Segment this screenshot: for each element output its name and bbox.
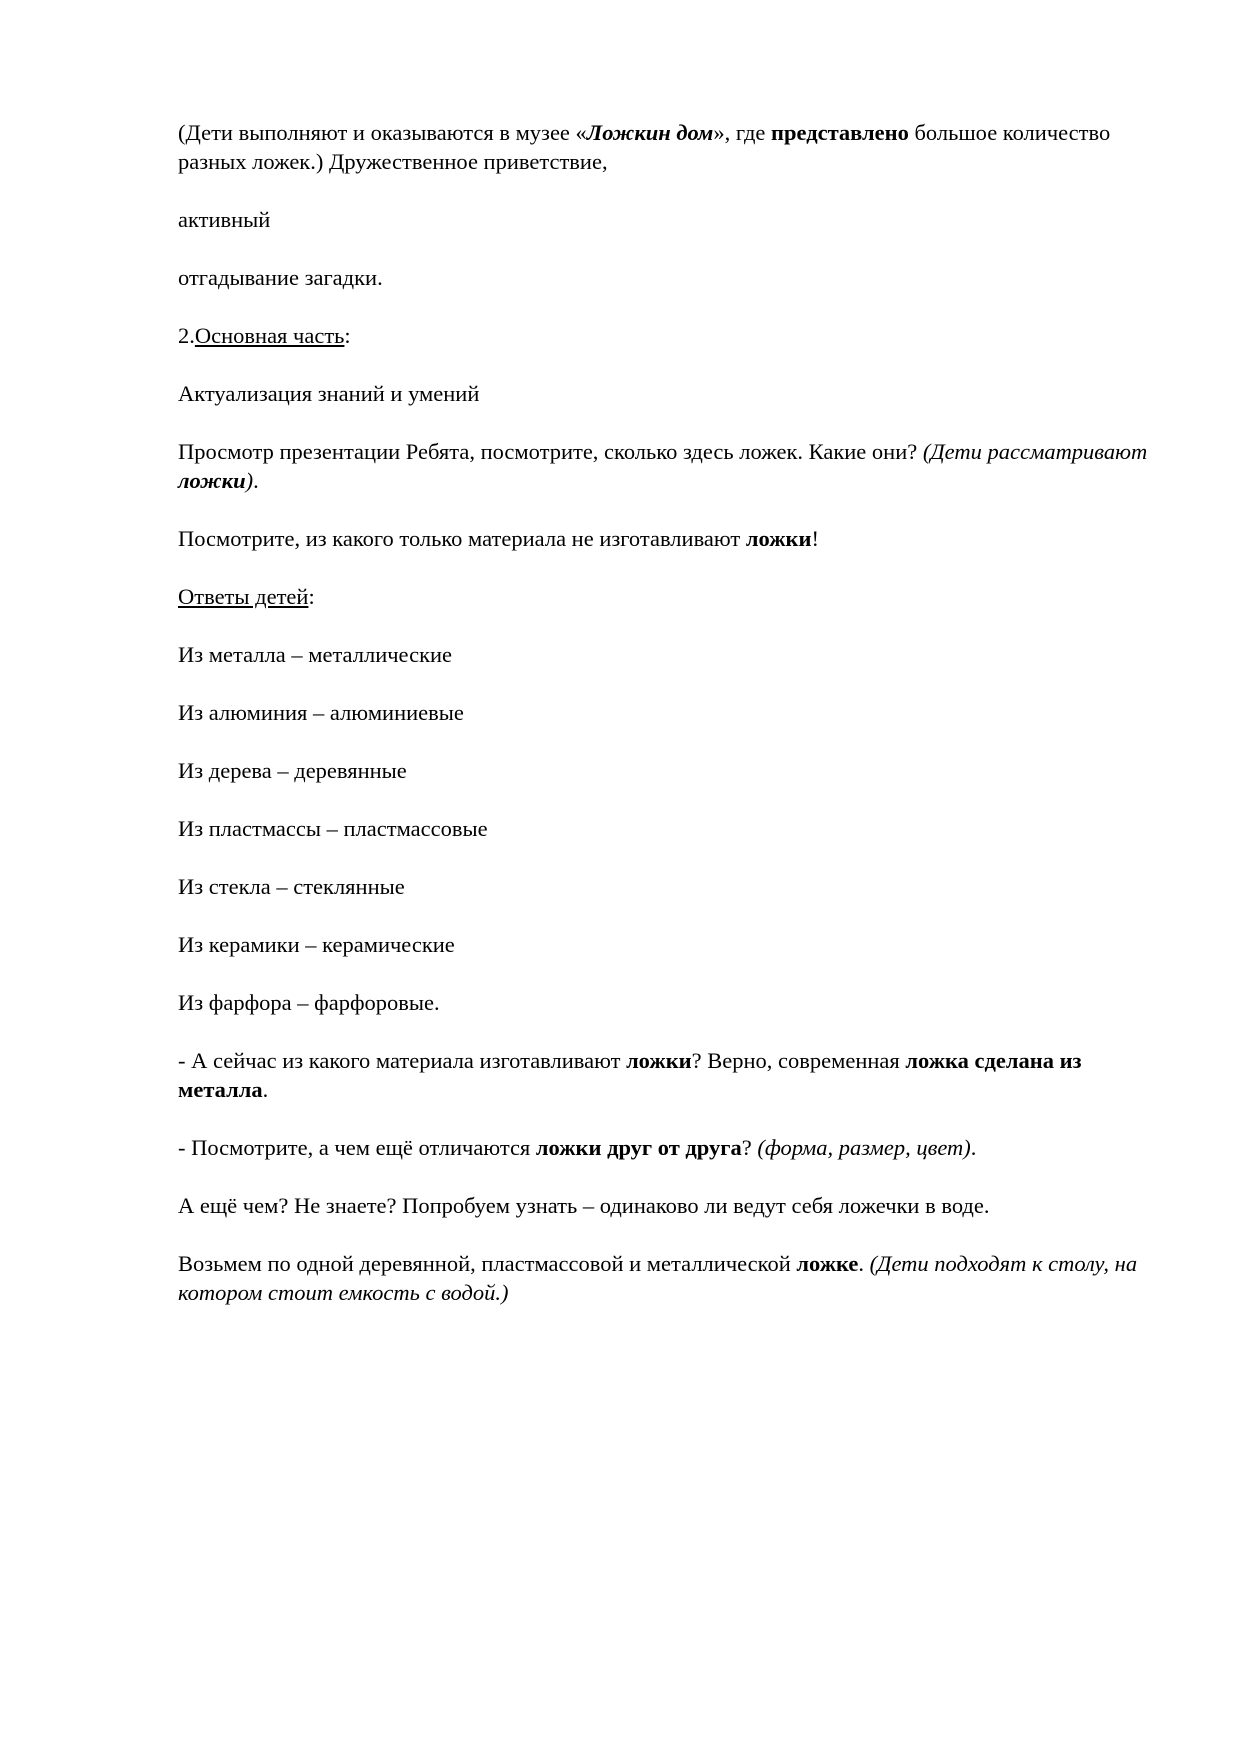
text-run: отгадывание загадки.: [178, 265, 383, 290]
text-run: ?: [741, 1135, 758, 1160]
text-run: ложка сделана из металла: [178, 1048, 1082, 1102]
text-run: представлено: [771, 120, 909, 145]
text-run: Из керамики – керамические: [178, 932, 455, 957]
text-run: Возьмем по одной деревянной, пластмассовой и металлической: [178, 1251, 797, 1276]
text-run: ? Верно, современная: [691, 1048, 906, 1073]
text-run: А ещё чем? Не знаете? Попробуем узнать – одинаково ли ведут себя ложечки в воде.: [178, 1193, 990, 1218]
paragraph-answer-glass: [178, 872, 1156, 901]
document-body: [178, 118, 1156, 1307]
text-run: Просмотр презентации Ребята, посмотрите, сколько здесь ложек. Какие они?: [178, 439, 923, 464]
text-run: .: [970, 1135, 977, 1160]
text-run: :: [308, 584, 315, 609]
text-run: .: [262, 1077, 269, 1102]
paragraph-answer-porcelain: [178, 988, 1156, 1017]
text-run: - А сейчас из какого материала изготавливают: [178, 1048, 627, 1073]
text-run: .: [858, 1251, 870, 1276]
text-run: », где: [713, 120, 772, 145]
text-run: Ответы детей: [178, 584, 309, 609]
paragraph-differences: [178, 1133, 1156, 1162]
paragraph-main-part: [178, 321, 1156, 350]
text-run: !: [811, 526, 819, 551]
text-run: (Дети подходят к столу, на котором стоит емкость с водой.): [178, 1251, 1138, 1305]
text-run: (Дети выполняют и оказываются в музее «: [178, 120, 587, 145]
text-run: - Посмотрите, а чем ещё отличаются: [178, 1135, 536, 1160]
text-run: ): [245, 468, 254, 493]
paragraph-answer-plastic: [178, 814, 1156, 843]
paragraph-answer-aluminium: [178, 698, 1156, 727]
paragraph-actualization: [178, 379, 1156, 408]
paragraph-riddle: [178, 263, 1156, 292]
text-run: .: [253, 468, 259, 493]
text-run: ложке: [796, 1251, 859, 1276]
paragraph-answer-wood: [178, 756, 1156, 785]
text-run: Из пластмассы – пластмассовые: [178, 816, 488, 841]
text-run: ложки: [626, 1048, 692, 1073]
text-run: Из дерева – деревянные: [178, 758, 407, 783]
text-run: Посмотрите, из какого только материала не изготавливают: [178, 526, 746, 551]
text-run: большое количество разных ложек.) Дружественное приветствие,: [178, 120, 1111, 174]
paragraph-materials: [178, 524, 1156, 553]
paragraph-presentation: [178, 437, 1156, 495]
paragraph-water: [178, 1191, 1156, 1220]
text-run: :: [344, 323, 351, 348]
text-run: 2.: [178, 323, 195, 348]
text-run: Из стекла – стеклянные: [178, 874, 405, 899]
text-run: (форма, размер, цвет): [757, 1135, 971, 1160]
paragraph-experiment: [178, 1249, 1156, 1307]
text-run: Актуализация знаний и умений: [178, 381, 480, 406]
paragraph-answers-heading: [178, 582, 1156, 611]
paragraph-answer-metal: [178, 640, 1156, 669]
text-run: Ложкин дом: [586, 120, 714, 145]
text-run: ложки друг от друга: [535, 1135, 742, 1160]
text-run: ложки: [178, 468, 246, 493]
paragraph-modern-spoon: [178, 1046, 1156, 1104]
text-run: Из металла – металлические: [178, 642, 453, 667]
paragraph-answer-ceramic: [178, 930, 1156, 959]
paragraph-active: [178, 205, 1156, 234]
text-run: активный: [178, 207, 271, 232]
text-run: Из фарфора – фарфоровые.: [178, 990, 440, 1015]
text-run: ложки: [745, 526, 812, 551]
text-run: Основная часть: [194, 323, 345, 348]
paragraph-intro: [178, 118, 1156, 176]
text-run: Из алюминия – алюминиевые: [178, 700, 464, 725]
text-run: (Дети рассматривают: [922, 439, 1148, 464]
